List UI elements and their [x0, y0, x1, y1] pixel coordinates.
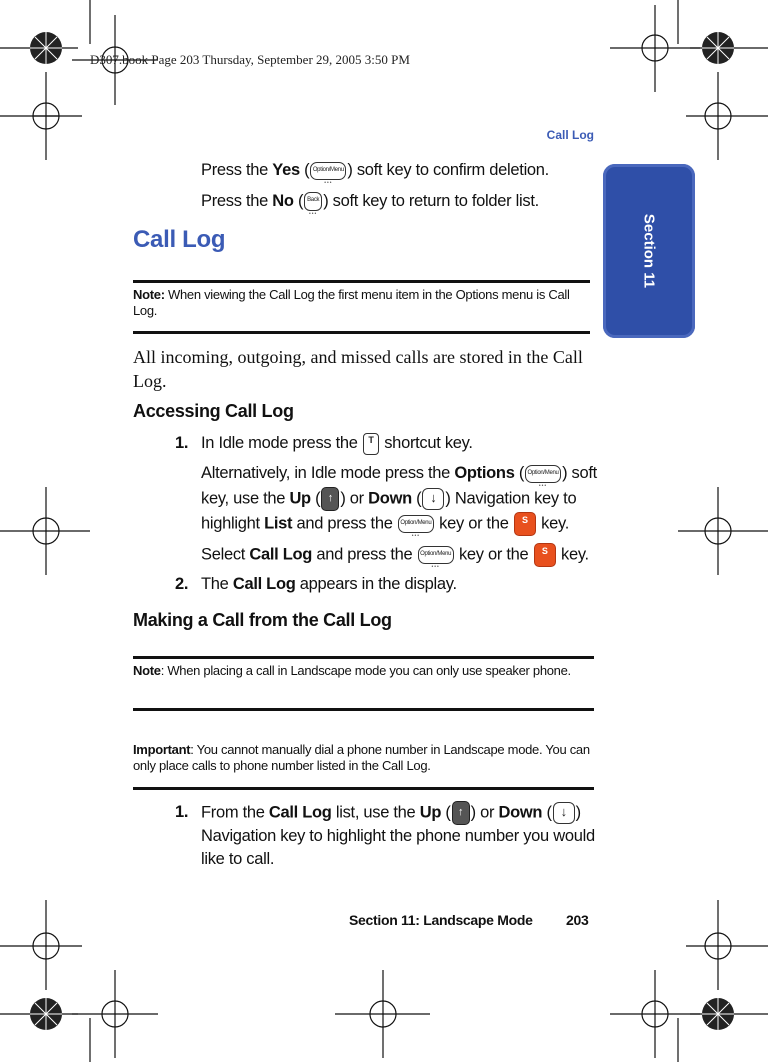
- heading-making-a-call: Making a Call from the Call Log: [133, 610, 392, 630]
- note-call-log: Note: When viewing the Call Log the first menu item in the Options menu is Call Log.: [133, 287, 570, 318]
- option-menu-key-icon: Option/Menu •••: [398, 515, 434, 533]
- access-step-2: The Call Log appears in the display.: [201, 575, 457, 593]
- note-rule-top: [133, 280, 590, 283]
- t-key-icon: T: [363, 433, 379, 455]
- make-step-1-line-1: From the Call Log list, use the Up ( ↑ ) or Down ( ↓ ): [201, 801, 581, 825]
- note-landscape-speaker: Note: When placing a call in Landscape mode you can only use speaker phone.: [133, 663, 571, 678]
- heading-accessing-call-log: Accessing Call Log: [133, 401, 294, 421]
- section-tab: [603, 164, 695, 338]
- option-menu-key-icon: Option/Menu •••: [418, 546, 454, 564]
- note2-rule-bottom: [133, 708, 594, 711]
- make-step-1-line-2: Navigation key to highlight the phone number you would: [201, 827, 595, 845]
- running-head: Call Log: [546, 128, 594, 142]
- note-rule-bottom: [133, 331, 590, 334]
- s-key-icon: S: [534, 543, 556, 567]
- section-tab-label: Section 11: [640, 213, 658, 289]
- down-arrow-icon: ↓: [553, 802, 575, 824]
- access-step-1: In Idle mode press the T shortcut key.: [201, 432, 473, 455]
- print-header: D307.book Page 203 Thursday, September 29, 2005 3:50 PM: [90, 52, 410, 67]
- access-alt-line-1: Alternatively, in Idle mode press the Options ( Option/Menu ••• ) soft: [201, 462, 597, 484]
- option-menu-key-icon: Option/Menu •••: [525, 465, 561, 483]
- step-number: 1.: [175, 803, 189, 821]
- access-alt-line-2: key, use the Up ( ↑ ) or Down ( ↓ ) Navigation key to: [201, 487, 576, 511]
- yes-instruction: Press the Yes ( Option/Menu ••• ) soft key to confirm deletion.: [201, 159, 549, 181]
- important-note: Important: You cannot manually dial a phone number in Landscape mode. You can only place calls to phone number listed in the Call Log.: [133, 742, 590, 773]
- note2-rule-top: [133, 656, 594, 659]
- make-step-1-line-3: like to call.: [201, 850, 275, 868]
- down-arrow-icon: ↓: [422, 488, 444, 510]
- option-menu-key-icon: Option/Menu •••: [310, 162, 346, 180]
- access-select-line: Select Call Log and press the Option/Menu ••• key or the S key.: [201, 543, 589, 567]
- back-key-icon: Back •••: [304, 192, 322, 211]
- up-arrow-icon: ↑: [452, 801, 470, 825]
- important-rule-bottom: [133, 787, 594, 790]
- page-number: 203: [566, 912, 589, 928]
- access-alt-line-3: highlight List and press the Option/Menu ••• key or the S key.: [201, 512, 569, 536]
- step-number: 2.: [175, 575, 189, 593]
- footer-section: Section 11: Landscape Mode: [349, 912, 533, 928]
- no-instruction: Press the No ( Back ••• ) soft key to return to folder list.: [201, 190, 539, 212]
- s-key-icon: S: [514, 512, 536, 536]
- intro-paragraph: All incoming, outgoing, and missed calls are stored in the Call Log.: [133, 347, 583, 391]
- up-arrow-icon: ↑: [321, 487, 339, 511]
- step-number: 1.: [175, 434, 189, 452]
- heading-call-log: Call Log: [133, 226, 226, 253]
